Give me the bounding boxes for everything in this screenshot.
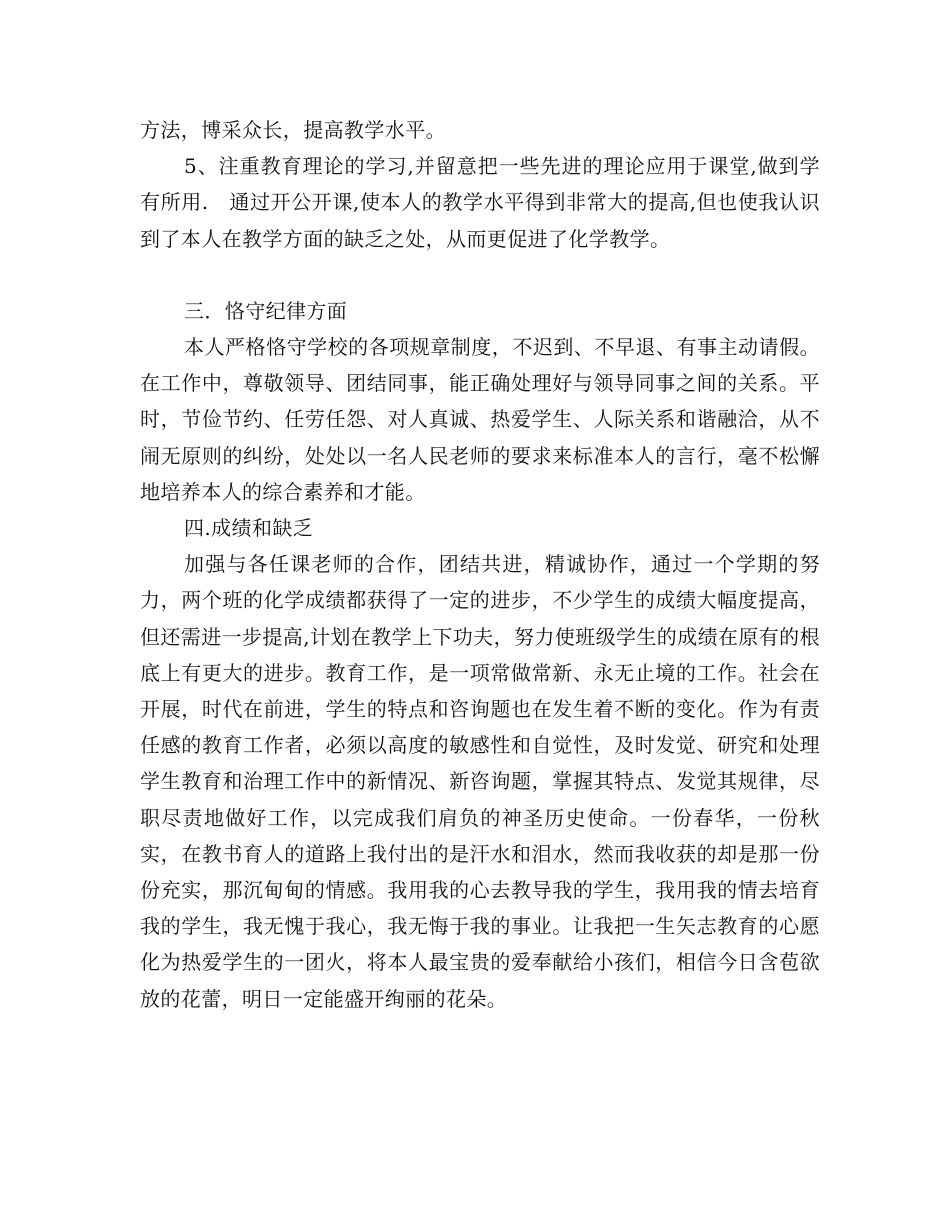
- paragraph-gap: [140, 257, 820, 293]
- section-heading-discipline: 三．恪守纪律方面: [184, 298, 348, 323]
- document-body: [140, 112, 820, 1017]
- paragraph-results: 加强与各任课老师的合作，团结共进，精诚协作，通过一个学期的努力，两个班的化学成绩都获得了一定的进步，不少学生的成绩大幅度提高，但还需进一步提高,计划在教学上下功夫，努力使班级学生的成绩在原有的根底上有更大的进步。教育工作，是一项常做常新、永无止境的工作。社会在开展，时代在前进，学生的特点和咨询题也在发生着不断的变化。作为有责任感的教育工作者，必须以高度的敏感性和自觉性，及时发觉、研究和处理学生教育和治理工作中的新情况、新咨询题，掌握其特点、发觉其规律，尽职尽责地做好工作，以完成我们肩负的神圣历史使命。一份春华，一份秋实，在教书育人的道路上我付出的是汗水和泪水，然而我收获的却是那一份份充实，那沉甸甸的情感。我用我的心去教导我的学生，我用我的情去培育我的学生，我无愧于我心，我无悔于我的事业。让我把一生矢志教育的心愿化为热爱学生的一团火，将本人最宝贵的爱奉献给小孩们，相信今日含苞欲放的花蕾，明日一定能盛开绚丽的花朵。: [140, 552, 820, 1011]
- paragraph-discipline: 本人严格恪守学校的各项规章制度，不迟到、不早退、有事主动请假。在工作中，尊敬领导、团结同事，能正确处理好与领导同事之间的关系。平时，节俭节约、任劳任怨、对人真诚、热爱学生、人际关系和谐融洽，从不闹无原则的纠纷，处处以一名人民老师的要求来标准本人的言行，毫不松懈地培养本人的综合素养和才能。: [140, 335, 820, 504]
- paragraph-item-5: 5、注重教育理论的学习,并留意把一些先进的理论应用于课堂,做到学有所用. 通过开公开课,使本人的教学水平得到非常大的提高,但也使我认识到了本人在教学方面的缺乏之处，从而更促进了化学教学。: [140, 154, 820, 251]
- paragraph-continuation: 方法，博采众长，提高教学水平。: [140, 118, 446, 142]
- section-heading-results: 四.成绩和缺乏: [184, 516, 314, 541]
